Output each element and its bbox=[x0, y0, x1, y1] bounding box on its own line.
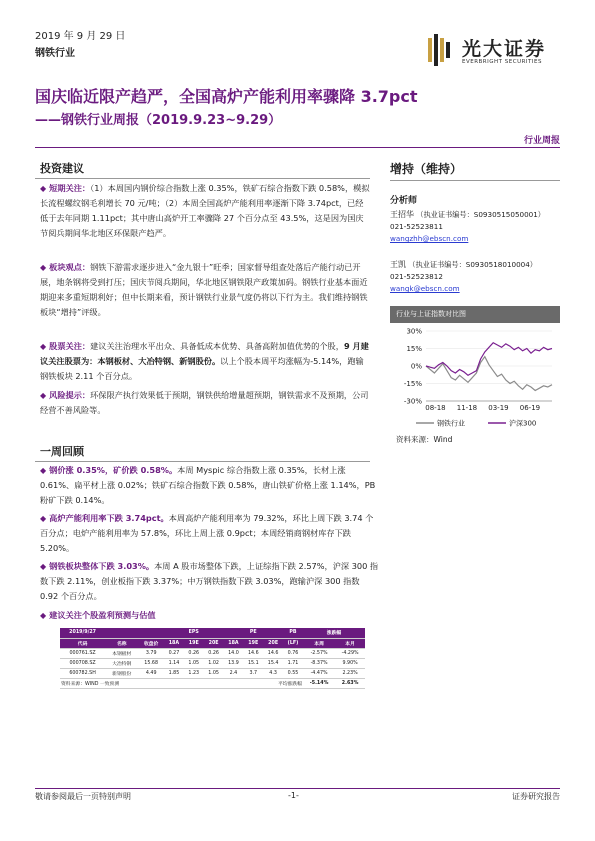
report-title: 国庆临近限产趋严，全国高炉产能利用率骤降 3.7pct bbox=[35, 87, 418, 106]
analyst-name: 王凯 bbox=[390, 260, 406, 269]
footer-disclaimer: 敬请参阅最后一页特别声明 bbox=[35, 792, 131, 801]
logo-text-en: EVERBRIGHT SECURITIES bbox=[462, 59, 542, 65]
invest-divider bbox=[35, 178, 370, 179]
legend-label: 钢铁行业 bbox=[437, 419, 465, 428]
bullet-icon: ◆ bbox=[40, 342, 47, 351]
series-line bbox=[426, 343, 552, 376]
table-row: 600782.SH 新钢股份 4.49 1.85 1.23 1.05 2.4 3.7 4.3 0.55 -4.47% 2.23% bbox=[60, 668, 365, 678]
analyst-heading: 分析师 bbox=[390, 196, 418, 206]
series-line bbox=[426, 357, 552, 391]
bullet-icon: ◆ bbox=[40, 184, 47, 193]
y-tick-label: 30% bbox=[406, 327, 422, 336]
valuation-table bbox=[60, 628, 365, 689]
industry-label: 钢铁行业 bbox=[35, 48, 75, 59]
table-header-row: 2019/9/27 EPS PE PB 涨跌幅 bbox=[60, 628, 365, 638]
industry-vs-index-chart bbox=[390, 325, 560, 435]
analyst-cert: （执业证书编号：S0930518010004） bbox=[408, 260, 537, 269]
weekly-item-capacity: ◆ 高炉产能利用率下跌 3.74pct。本周高炉产能利用率为 79.32%，环比上周下跌 3.74 个百分点；电炉产能利用率为 57.8%，环比上周上涨 0.9pct；本周经销商钢材库存下跌 5.20%。 bbox=[40, 513, 374, 553]
report-subtitle: ——钢铁行业周报（2019.9.23~9.29） bbox=[35, 113, 282, 128]
analyst-card bbox=[390, 209, 565, 245]
y-tick-label: 15% bbox=[406, 345, 422, 353]
weekly-divider bbox=[35, 461, 370, 462]
footer-report-type: 证券研究报告 bbox=[512, 792, 560, 801]
rating-label: 增持（维持） bbox=[390, 162, 463, 176]
table-heading-line: ◆ 建议关注个股盈利预测与估值 bbox=[40, 610, 156, 620]
bullet-icon: ◆ bbox=[40, 562, 47, 571]
weekly-heading: 一周回顾 bbox=[40, 445, 84, 458]
analyst-name: 王招华 bbox=[390, 210, 414, 219]
legend-label: 沪深300 bbox=[509, 419, 537, 428]
bullet-icon: ◆ bbox=[40, 391, 47, 400]
bullet-icon: ◆ bbox=[40, 611, 47, 620]
bullet-icon: ◆ bbox=[40, 263, 47, 272]
chart-title: 行业与上证指数对比图 bbox=[390, 306, 560, 323]
invest-item-stock-focus: ◆ 股票关注：建议关注治理水平出众、具备低成本优势、具备高附加值优势的个股，9 月建议关注股票为：本钢板材、大冶特钢、新钢股份。以上个股本周平均涨幅为-5.14%，跑输钢铁板块 2.11 个百分点。 bbox=[40, 341, 369, 381]
report-type: 行业周报 bbox=[523, 136, 560, 146]
report-date: 2019 年 9 月 29 日 bbox=[35, 31, 126, 42]
chart-source: 资料来源：Wind bbox=[396, 435, 453, 444]
table-row: 000761.SZ 本钢板材 3.79 0.27 0.26 0.26 14.0 14.6 14.6 0.76 -2.57% -4.29% bbox=[60, 648, 365, 658]
y-tick-label: -15% bbox=[403, 380, 422, 388]
invest-item-sector-view: ◆ 板块观点：钢铁下游需求逐步进入“金九银十”旺季；国家督导组查处落后产能行动已开展，地条钢将受到打压；国庆节阅兵期间，华北地区钢铁限产政策加码。钢铁行业基本面近期迎来多重短期利好；但中长期来看，预计钢铁行业景气度仍将以下行为主。我们维持钢铁板块“增持”评级。 bbox=[40, 262, 368, 317]
weekly-item-prices: ◆ 钢价涨 0.35%，矿价跌 0.58%。本周 Myspic 综合指数上涨 0.35%，长材上涨 0.61%、扁平材上涨 0.02%；铁矿石综合指数下跌 0.58%，唐山铁矿价格上涨 1.14%，PB 粉矿下跌 0.14%。 bbox=[40, 465, 376, 505]
x-tick-label: 06-19 bbox=[519, 404, 541, 412]
y-tick-label: -30% bbox=[403, 397, 422, 406]
x-tick-label: 11-18 bbox=[456, 404, 478, 412]
analyst-card bbox=[390, 259, 565, 295]
analyst-phone: 021-52523812 bbox=[390, 272, 443, 281]
valuation-table-wrap bbox=[60, 628, 365, 689]
invest-item-risk: ◆ 风险提示：环保限产执行效果低于预期，钢铁供给增量超预期，钢铁需求不及预期，公司经营不善风险等。 bbox=[40, 390, 369, 415]
title-divider bbox=[35, 147, 560, 148]
weekly-item-market: ◆ 钢铁板块整体下跌 3.03%。本周 A 股市场整体下跌，上证综指下跌 2.57%，沪深 300 指数下跌 2.11%，创业板指下跌 3.37%；中万钢铁指数下跌 3.03%，跑输沪深 300 指数 0.92 个百分点。 bbox=[40, 561, 379, 601]
logo-text-cn: 光大证券 bbox=[462, 38, 547, 60]
table-row: 000708.SZ 大冶特钢 15.68 1.14 1.05 1.02 13.9 15.1 15.4 1.71 -8.37% 9.90% bbox=[60, 658, 365, 668]
x-tick-label: 03-19 bbox=[488, 404, 509, 412]
page-number: -1- bbox=[288, 791, 299, 800]
analyst-email-link[interactable]: wangk@ebscn.com bbox=[390, 284, 460, 293]
logo-mark-icon bbox=[426, 34, 456, 66]
analyst-phone: 021-52523811 bbox=[390, 222, 443, 231]
bullet-icon: ◆ bbox=[40, 514, 47, 523]
invest-heading: 投资建议 bbox=[40, 162, 84, 175]
y-tick-label: 0% bbox=[410, 362, 422, 371]
footer-divider bbox=[35, 788, 560, 789]
analyst-cert: （执业证书编号：S0930515050001） bbox=[416, 210, 545, 219]
table-footer-row: 资料来源：WIND 一致预测 平均涨跌幅 -5.14% 2.63% bbox=[60, 678, 365, 688]
x-tick-label: 08-18 bbox=[425, 404, 446, 412]
table-header-row: 代码 名称 收盘价 18A 19E 20E 18A 19E 20E (LF) 本周 本月 bbox=[60, 638, 365, 648]
invest-item-short-term: ◆ 短期关注：（1）本周国内钢价综合指数上涨 0.35%，铁矿石综合指数下跌 0.58%，模拟长流程螺纹钢毛利增长 70 元/吨；（2）本周全国高炉产能利用率逐渐下降 3.74pct，已经低于去年同期 1.11pct；其中唐山高炉开工率骤降 27 个百分点至 43.5%，这是因为国庆节阅兵期间华北地区环保限产趋严。 bbox=[40, 183, 370, 238]
bullet-icon: ◆ bbox=[40, 466, 47, 475]
analyst-email-link[interactable]: wangzhh@ebscn.com bbox=[390, 234, 469, 243]
rating-divider bbox=[390, 180, 560, 181]
company-logo bbox=[426, 34, 566, 74]
